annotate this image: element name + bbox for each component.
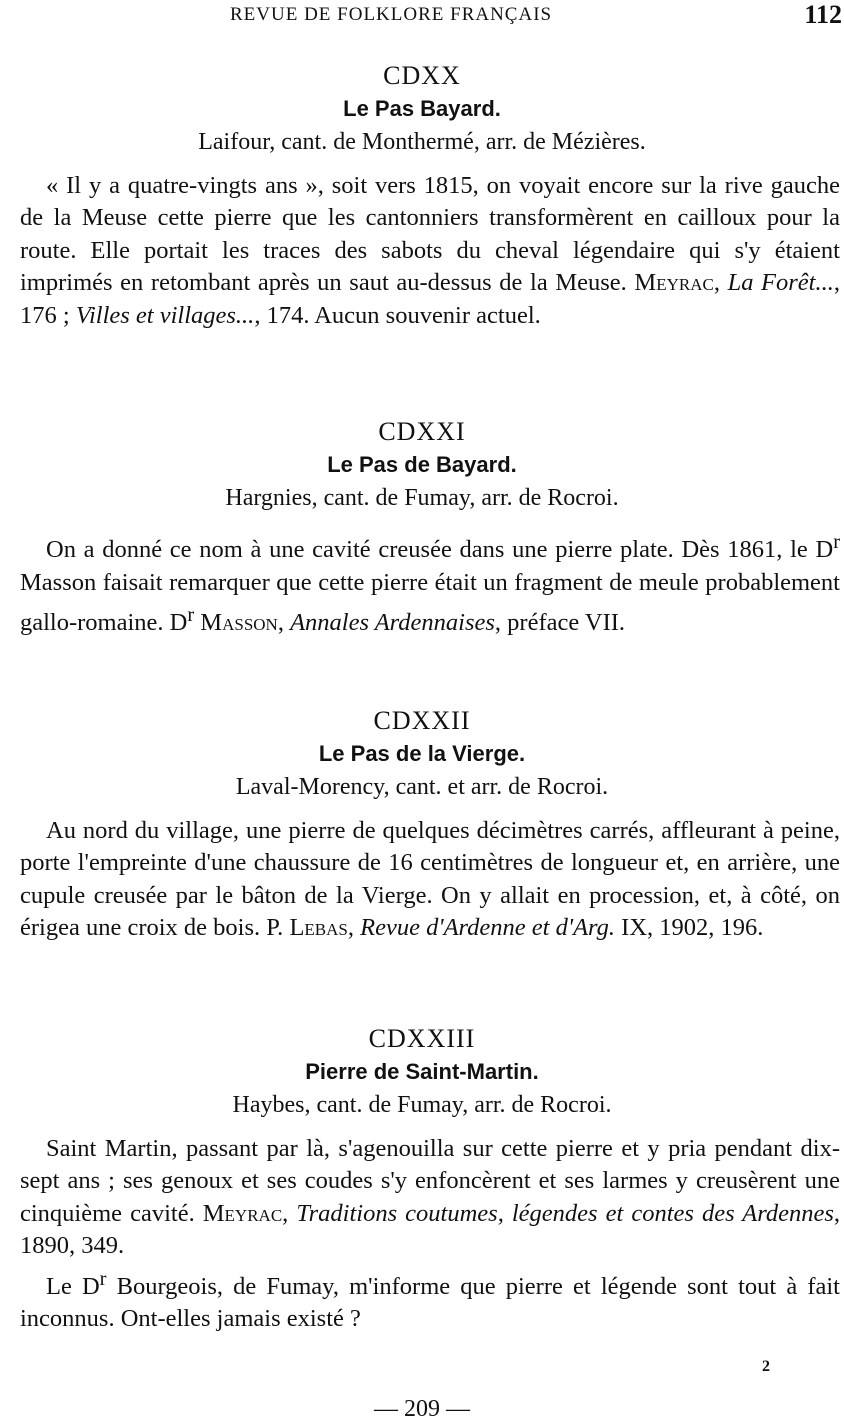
entry-title: Pierre de Saint-Martin.: [305, 1059, 539, 1084]
running-title: REVUE DE FOLKLORE FRANÇAIS: [230, 4, 553, 25]
work-title: Traditions coutumes, légendes et contes des Ardennes: [296, 1199, 834, 1227]
entry-location: Hargnies, cant. de Fumay, arr. de Rocroi.: [225, 485, 619, 511]
entry-location: Laifour, cant. de Monthermé, arr. de Mézières.: [198, 129, 646, 155]
entry-location: Haybes, cant. de Fumay, arr. de Rocroi.: [232, 1092, 612, 1118]
entry-number: CDXX: [383, 61, 461, 90]
entry-paragraph: Saint Martin, passant par là, s'agenouilla sur cette pierre et y pria pendant dix-sept ans ; ses genoux et ses coudes s'y enfoncèrent et ses larmes y creusèrent une cinquième cavité. Meyrac, Traditions coutumes, légendes et contes des Ardennes, 1890, 349.: [20, 1135, 841, 1260]
entry-title: Le Pas de Bayard.: [327, 452, 517, 477]
entry-cdxxiii: [0, 1023, 844, 1336]
author-name: Meyrac: [634, 269, 714, 297]
marginal-mark: 2: [762, 1358, 770, 1375]
entry-paragraph: « Il y a quatre-vingts ans », soit vers 1815, on voyait encore sur la rive gauche de la Meuse cette pierre que les cantonniers transformèrent en cailloux pour la route. Elle portait les traces des sabots du cheval légendaire qui s'y étaient imprimés en retombant après un saut au-dessus de la Meuse. Meyrac, La Forêt..., 176 ; Villes et villages..., 174. Aucun souvenir actuel.: [20, 172, 840, 329]
author-name: Masson: [194, 609, 278, 637]
top-page-number: 112: [804, 0, 842, 29]
entry-number: CDXXI: [378, 417, 466, 446]
entry-location: Laval-Morency, cant. et arr. de Rocroi.: [235, 774, 609, 800]
entry-cdxxi: [0, 416, 844, 640]
entry-cdxx: [0, 60, 844, 332]
footer-page-number: — 209 —: [374, 1396, 470, 1422]
running-header: [0, 0, 844, 32]
entry-paragraph: On a donné ce nom à une cavité creusée dans une pierre plate. Dès 1861, le $D^r$ Masson faisait remarquer que cette pierre était un fragment de meule probablement gallo-romaine. $D^r$ Masson, Annales Ardennaises, préface VII.: [20, 531, 840, 637]
work-title: La Forêt...: [727, 269, 834, 297]
entry-title: Le Pas Bayard.: [343, 96, 501, 121]
entry-cdxxii: [0, 705, 844, 945]
entry-paragraph-2: Le $D^r$ Bourgeois, de Fumay, m'informe que pierre et légende sont tout à fait inconnus. Ont-elles jamais existé ?: [20, 1267, 840, 1333]
entry-paragraph: Au nord du village, une pierre de quelques décimètres carrés, affleurant à peine, porte l'empreinte d'une chaussure de 16 centimètres de longueur et, en arrière, une cupule creusée par le bâton de la Vierge. On y allait en procession, et, à côté, on érigea une croix de bois. P. Lebas, Revue d'Ardenne et d'Arg. IX, 1902, 196.: [20, 817, 840, 942]
work-title: Annales Ardennaises: [290, 609, 495, 637]
work-title: Revue d'Ardenne et d'Arg.: [360, 914, 616, 942]
entry-number: CDXXIII: [368, 1024, 476, 1053]
work-title: Villes et villages...: [75, 301, 255, 329]
entry-number: CDXXII: [373, 706, 471, 735]
author-name: Lebas: [289, 914, 348, 942]
author-name: Meyrac: [202, 1199, 283, 1227]
entry-title: Le Pas de la Vierge.: [318, 741, 526, 766]
